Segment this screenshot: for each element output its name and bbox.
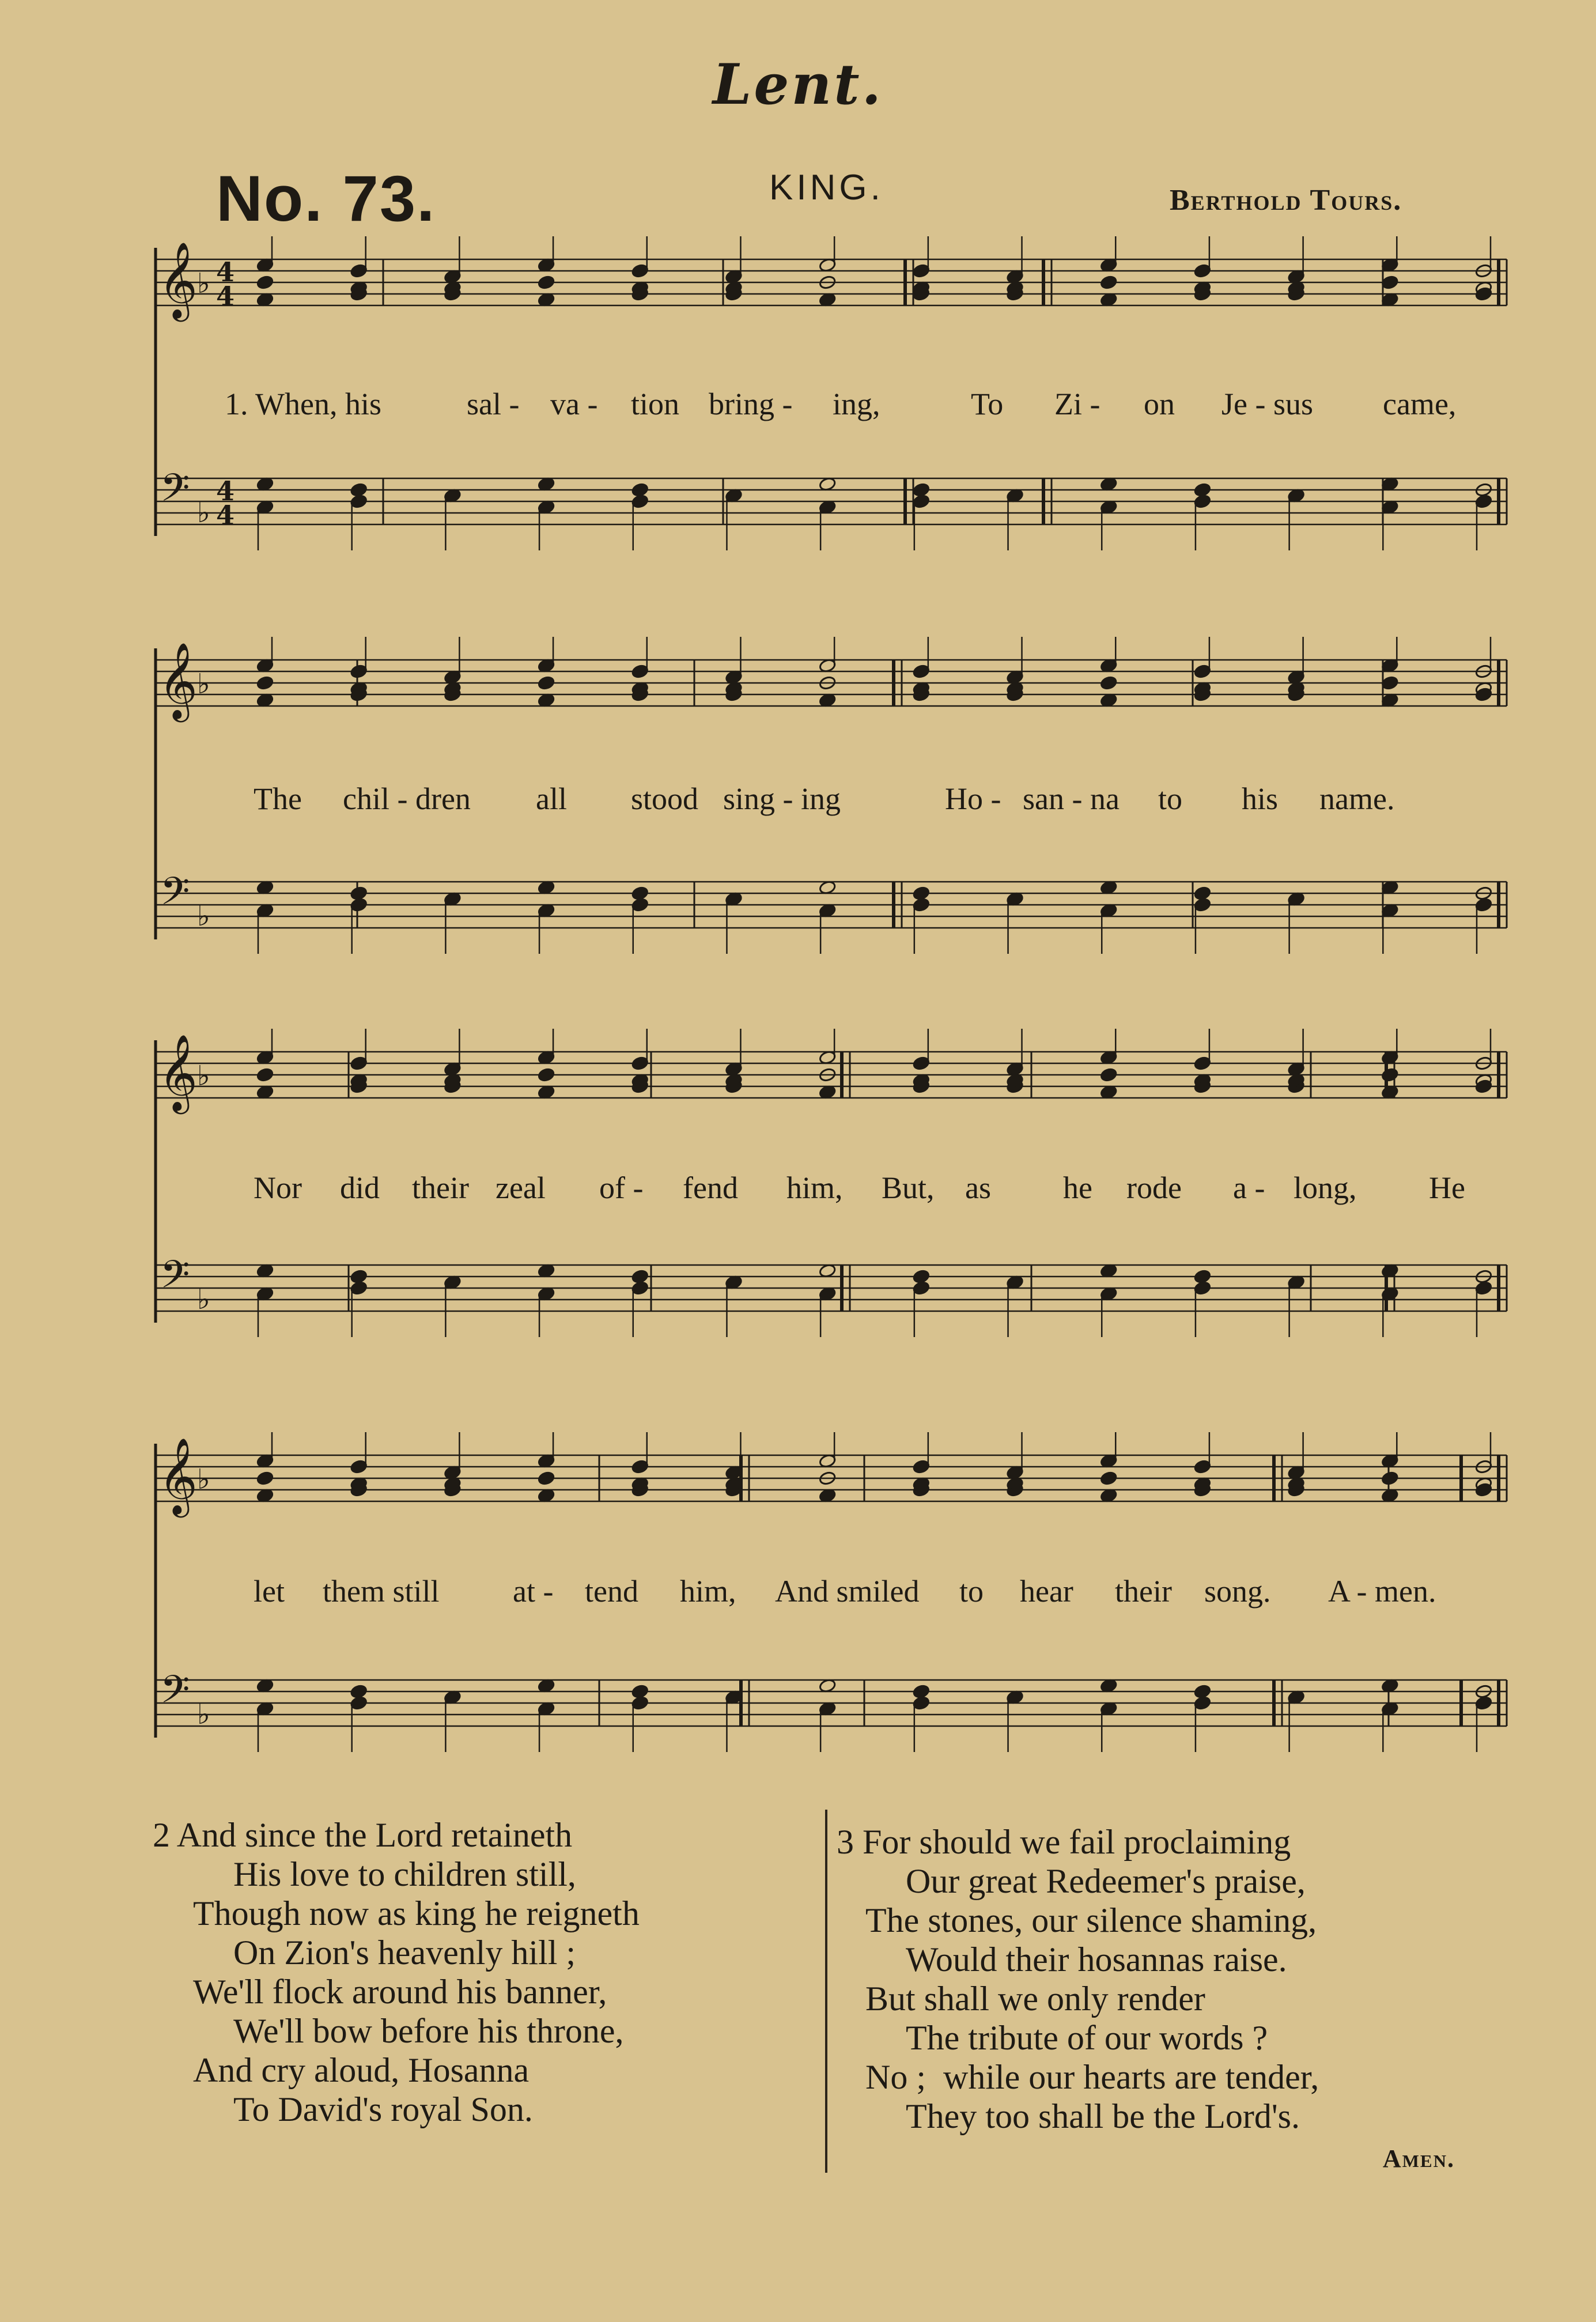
lyric-syllable: Nor [254,1171,302,1205]
treble-clef-icon: 𝄞 [158,241,198,319]
verse-2-line-1: 2 And since the Lord retaineth [153,1816,573,1854]
note-head [1194,897,1212,912]
note-head [1194,1056,1212,1071]
note-head [1475,1696,1493,1711]
note-head [1100,675,1118,690]
lyric-syllable: Zi - [1054,387,1100,421]
lyric-syllable: A - men. [1328,1574,1436,1609]
verse-2-line-2: His love to children still, [233,1855,576,1893]
flat-icon: ♭ [197,497,210,529]
verse-2-line-8: To David's royal Son. [233,2090,533,2128]
verse-3-line-6: The tribute of our words ? [906,2019,1268,2057]
verse-2-line-3: Though now as king he reigneth [193,1894,640,1932]
flat-icon: ♭ [197,1060,210,1092]
bass-clef-icon: 𝄢 [160,1252,190,1306]
lyric-syllable: name. [1319,781,1395,816]
flat-icon: ♭ [197,1463,210,1496]
lyric-syllable: all [536,781,567,816]
note-head [1194,494,1212,509]
lyric-syllable: long, [1294,1171,1357,1205]
lyric-syllable: 1. When, his [225,387,381,421]
note-head [631,1696,649,1711]
hymn-number: No. 73. [216,163,436,235]
lyric-syllable: chil - dren [343,781,471,816]
lyric-syllable: he [1063,1171,1092,1205]
lyric-syllable: hear [1020,1574,1073,1609]
bass-clef-icon: 𝄢 [160,1667,190,1721]
lyric-syllable: of - [599,1171,644,1205]
note-head [350,1684,368,1699]
note-head [913,494,931,509]
section-title: Lent. [712,52,884,117]
verse-2 [153,1815,640,2129]
verse-3-line-2: Our great Redeemer's praise, [906,1862,1306,1900]
tune-name: KING. [769,168,884,207]
note-head [631,1056,649,1071]
note-head [256,275,274,290]
note-head [1194,1696,1212,1711]
lyric-syllable: The [254,781,302,816]
note-head [913,263,931,278]
note-head [1194,1281,1212,1296]
lyric-syllable: va - [550,387,598,421]
flat-icon: ♭ [197,1283,210,1316]
lyric-syllable: And smiled [775,1574,920,1609]
note-head [631,1684,649,1699]
lyric-syllable: him, [680,1574,736,1609]
note-head [1194,263,1212,278]
note-head [913,1696,931,1711]
verse-2-line-4: On Zion's heavenly hill ; [233,1934,576,1972]
note-head [538,675,555,690]
note-head [538,1067,555,1082]
lyric-syllable: their [412,1171,469,1205]
verse-3-number: 3 [837,1823,854,1861]
time-signature-bottom: 4 [216,281,235,312]
lyric-syllable: as [965,1171,991,1205]
note-head [631,494,649,509]
note-head [631,886,649,901]
lyric-syllable: stood [631,781,699,816]
note-head [538,275,555,290]
lyric-syllable: on [1144,387,1175,421]
note-head [256,1067,274,1082]
time-signature-top: 4 [216,475,235,507]
note-head [913,664,931,679]
lyric-syllable: san - na [1023,781,1120,816]
note-head [1475,897,1493,912]
note-head [256,1471,274,1486]
verse-2-line-7: And cry aloud, Hosanna [193,2051,530,2089]
treble-clef-icon: 𝄞 [158,1437,198,1515]
bass-clef-icon: 𝄢 [160,869,190,923]
note-head [1194,1684,1212,1699]
lyric-syllable: him, [786,1171,843,1205]
verse-3-line-8: They too shall be the Lord's. [906,2097,1300,2135]
note-head [913,1056,931,1071]
time-signature-top: 4 [216,256,235,288]
verse-divider [825,1810,827,2173]
note-head [913,1459,931,1474]
note-head [1194,886,1212,901]
note-head [631,263,649,278]
lyric-syllable: sing - ing [723,781,841,816]
note-head [350,1696,368,1711]
lyric-syllable: ing, [833,387,880,421]
note-head [350,664,368,679]
note-head [350,263,368,278]
lyric-syllable: fend [683,1171,738,1205]
lyric-syllable: rode [1126,1171,1182,1205]
lyric-syllable: But, [882,1171,935,1205]
note-head [1100,1067,1118,1082]
lyric-syllable: let [254,1574,285,1609]
lyric-syllable: sal - [467,387,520,421]
lyric-syllable: his [1242,781,1279,816]
lyric-syllable: song. [1204,1574,1271,1609]
note-head [538,1471,555,1486]
lyric-syllable: did [340,1171,380,1205]
lyric-syllable: came, [1383,387,1457,421]
lyric-syllable: He [1429,1171,1465,1205]
note-head [1381,1067,1399,1082]
note-head [1100,1471,1118,1486]
note-head [1194,1459,1212,1474]
flat-icon: ♭ [197,267,210,300]
note-head [631,482,649,497]
lyric-syllable: them still [323,1574,440,1609]
note-head [350,897,368,912]
note-head [913,897,931,912]
lyric-syllable: Ho - [945,781,1001,816]
note-head [631,1459,649,1474]
note-head [350,1459,368,1474]
lyric-syllable: a - [1233,1171,1265,1205]
verse-3 [837,1822,1319,2136]
verse-3-line-1: 3 For should we fail proclaiming [837,1823,1291,1861]
verse-2-line-5: We'll flock around his banner, [193,1973,607,2011]
note-head [1475,1281,1493,1296]
note-head [1381,675,1399,690]
lyric-syllable: at - [513,1574,554,1609]
closing-amen: Amen. [1382,2144,1455,2173]
note-head [631,897,649,912]
lyric-syllable: to [959,1574,984,1609]
bass-clef-icon: 𝄢 [160,466,190,519]
lyric-syllable: To [971,387,1004,421]
treble-clef-icon: 𝄞 [158,642,198,719]
verse-2-number: 2 [153,1816,170,1854]
lyric-syllable: their [1115,1574,1172,1609]
note-head [913,1281,931,1296]
note-head [1194,1269,1212,1284]
lyric-syllable: bring - [709,387,793,421]
note-head [1475,494,1493,509]
note-head [350,482,368,497]
note-head [350,1281,368,1296]
lyric-syllable: tion [631,387,680,421]
lyric-syllable: zeal [496,1171,546,1205]
lyric-syllable: to [1158,781,1183,816]
note-head [350,494,368,509]
note-head [913,482,931,497]
treble-clef-icon: 𝄞 [158,1034,198,1111]
verse-3-line-4: Would their hosannas raise. [906,1940,1287,1979]
note-head [913,1684,931,1699]
composer-name: Berthold Tours. [1170,184,1402,217]
note-head [631,664,649,679]
note-head [350,1056,368,1071]
note-head [1194,482,1212,497]
note-head [350,886,368,901]
note-head [256,675,274,690]
lyric-syllable: Je - sus [1221,387,1313,421]
note-head [631,1281,649,1296]
time-signature-bottom: 4 [216,500,235,531]
note-head [1100,275,1118,290]
note-head [1194,664,1212,679]
flat-icon: ♭ [197,668,210,700]
note-head [631,1269,649,1284]
note-head [1381,275,1399,290]
verse-3-line-5: But shall we only render [865,1980,1205,2018]
note-head [350,1269,368,1284]
note-head [913,1269,931,1284]
verse-3-line-7: No ; while our hearts are tender, [865,2058,1319,2096]
lyric-syllable: tend [585,1574,638,1609]
verse-2-line-6: We'll bow before his throne, [233,2012,624,2050]
flat-icon: ♭ [197,900,210,932]
verse-3-line-3: The stones, our silence shaming, [865,1901,1317,1939]
flat-icon: ♭ [197,1698,210,1731]
note-head [913,886,931,901]
note-head [1381,1471,1399,1486]
